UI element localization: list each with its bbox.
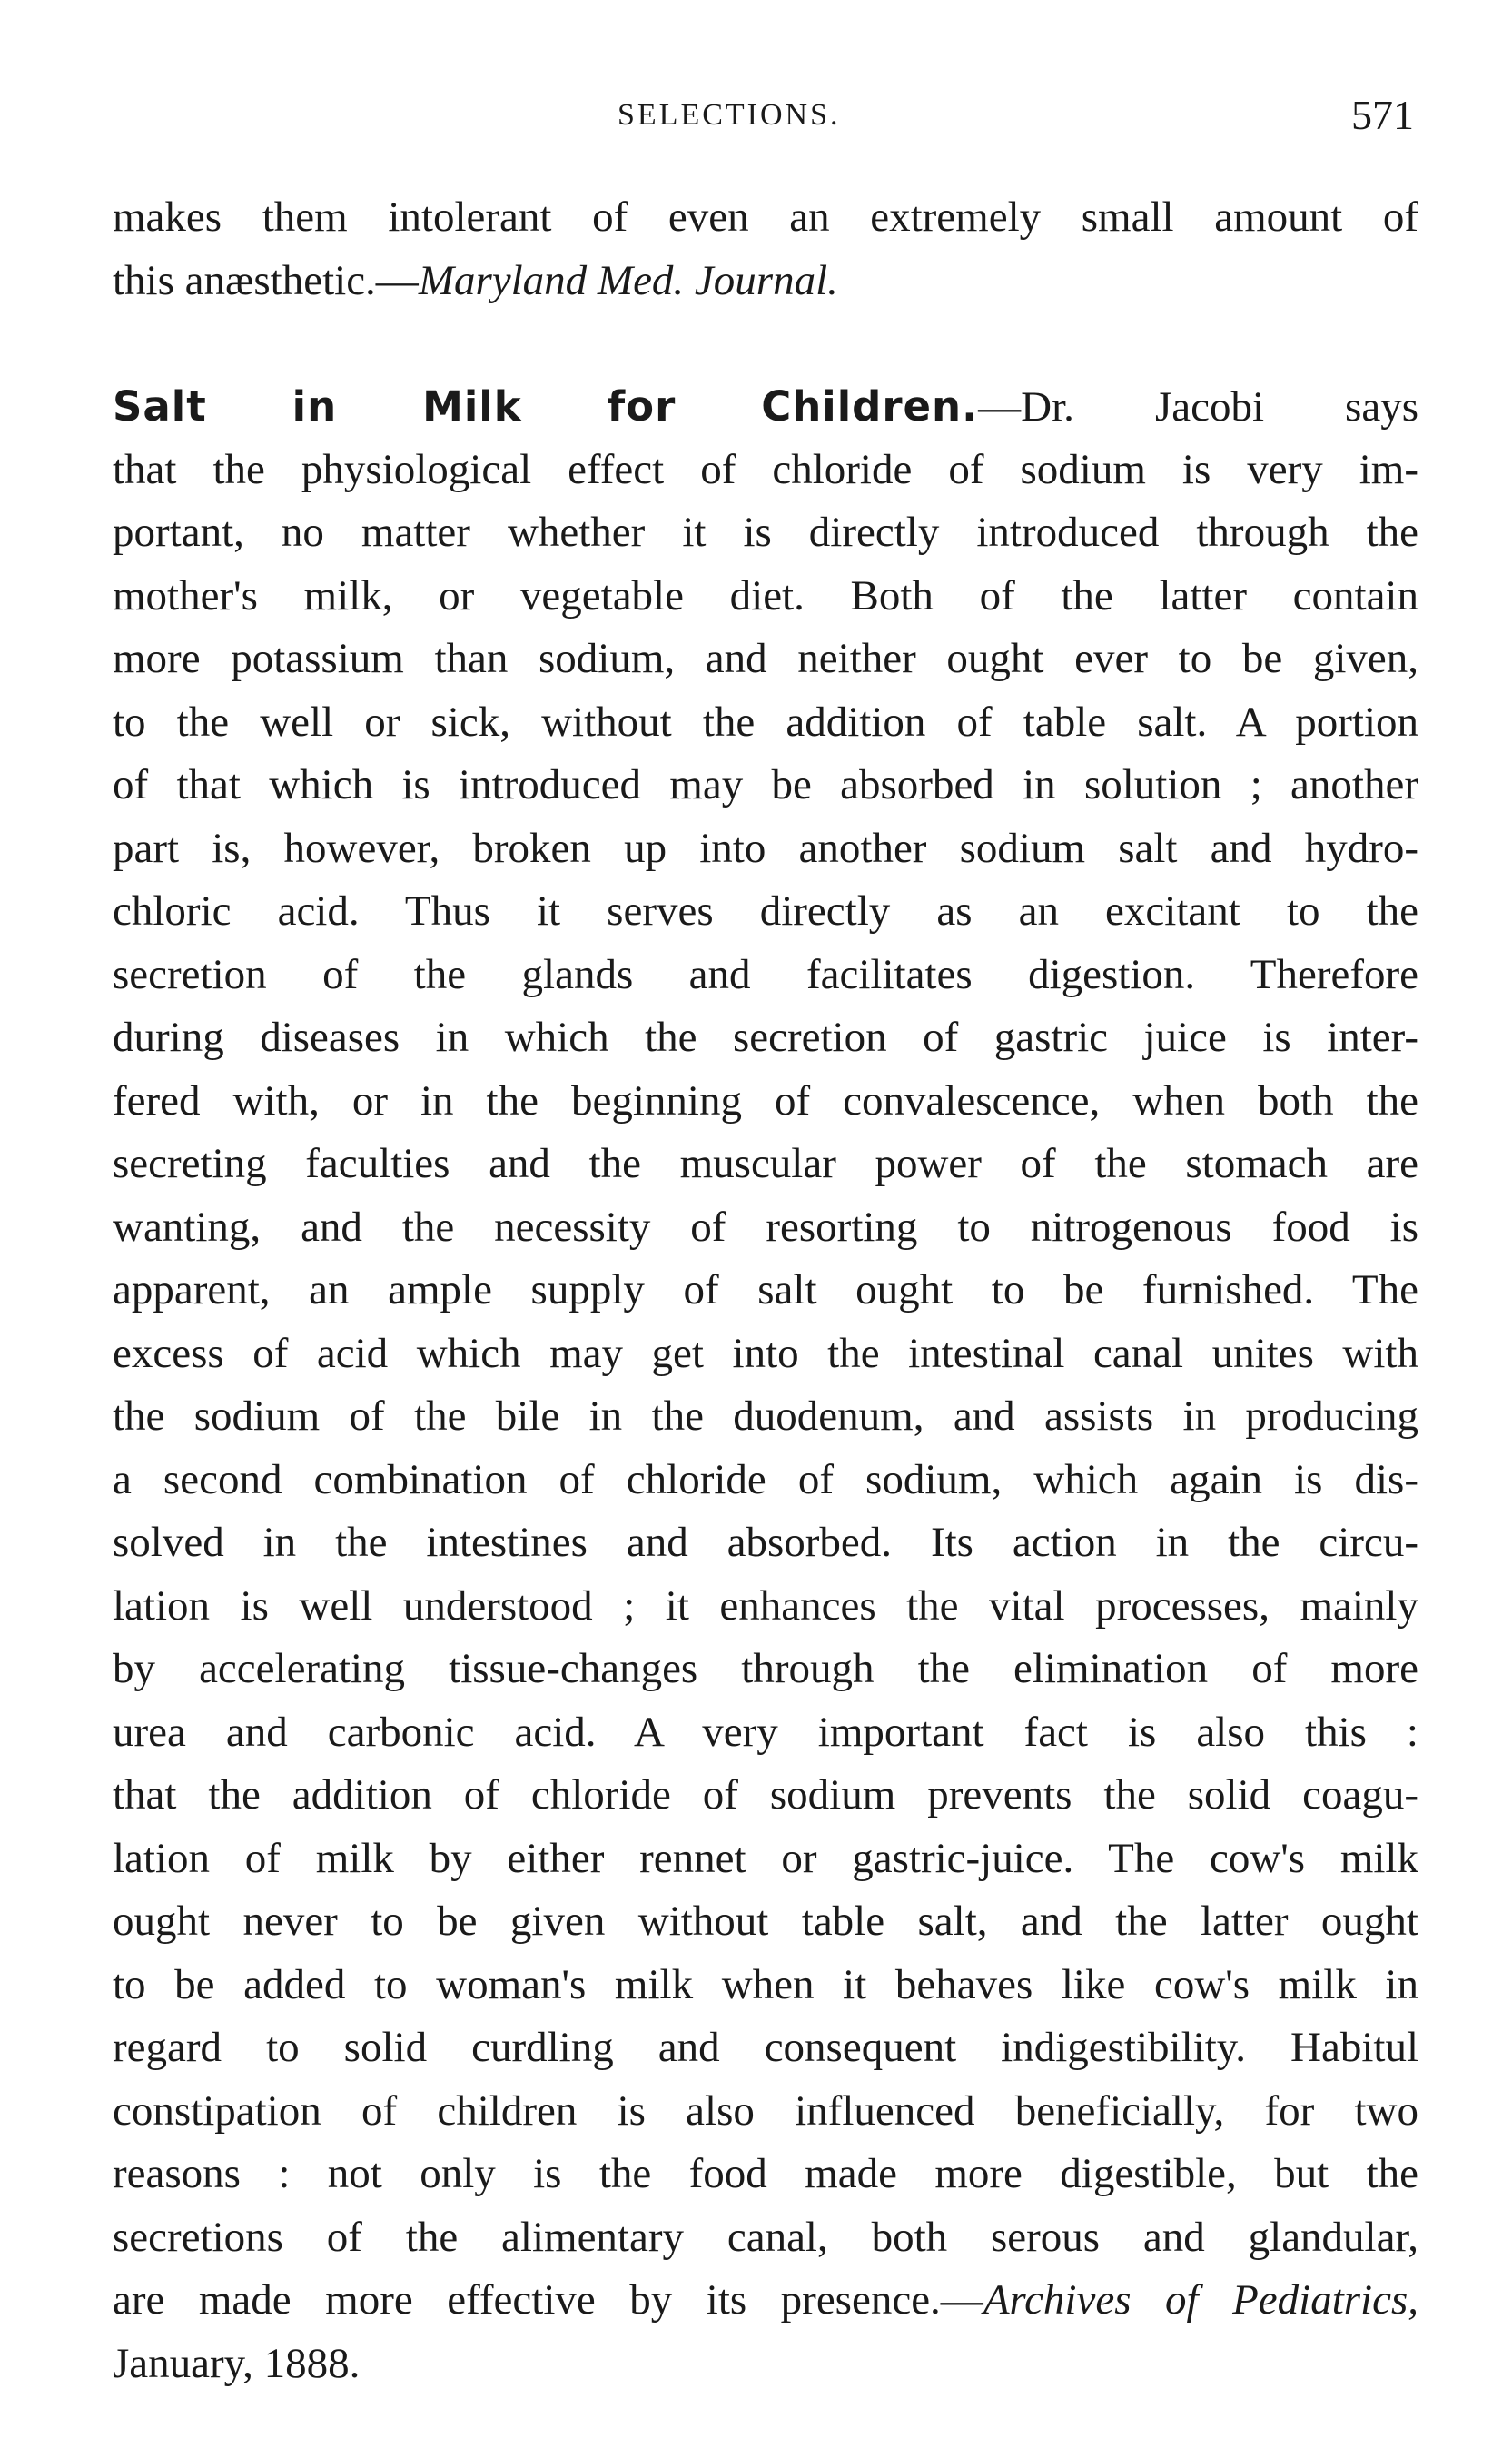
text-line: secretions of the alimentary canal, both serous and glandular, bbox=[113, 2213, 1418, 2261]
text-line: more potassium than sodium, and neither ought ever to be given, bbox=[113, 635, 1418, 682]
text-line: urea and carbonic acid. A very important fact is also this : bbox=[113, 1708, 1418, 1756]
text-line: apparent, an ample supply of salt ought to be furnished. The bbox=[113, 1266, 1418, 1313]
text-line: that the addition of chloride of sodium prevents the solid coagu- bbox=[113, 1771, 1418, 1819]
text-line: reasons : not only is the food made more digestible, but the bbox=[113, 2150, 1418, 2197]
text-line: chloric acid. Thus it serves directly as an excitant to the bbox=[113, 887, 1418, 935]
source-citation: Archives of Pediatrics, bbox=[983, 2276, 1419, 2324]
text-line: secreting faculties and the muscular power of the stomach are bbox=[113, 1140, 1418, 1187]
text-line: secretion of the glands and facilitates digestion. Therefore bbox=[113, 950, 1418, 998]
text-line: lation of milk by either rennet or gastric-juice. The cow's milk bbox=[113, 1834, 1418, 1882]
text-line: part is, however, broken up into another sodium salt and hydro- bbox=[113, 824, 1418, 872]
text-line: wanting, and the necessity of resorting to nitrogenous food is bbox=[113, 1203, 1418, 1251]
text-line: the sodium of the bile in the duodenum, and assists in producing bbox=[113, 1392, 1418, 1440]
text-line: a second combination of chloride of sodium, which again is dis- bbox=[113, 1455, 1418, 1503]
text-line: constipation of children is also influenced beneficially, for two bbox=[113, 2086, 1418, 2135]
carryover-paragraph bbox=[113, 186, 1418, 312]
text-line: lation is well understood ; it enhances the vital processes, mainly bbox=[113, 1581, 1418, 1630]
text-line: makes them intolerant of even an extremely small amount of bbox=[113, 193, 1418, 241]
author-intro: —Dr. Jacobi says bbox=[978, 383, 1418, 431]
citation-lead: this anæsthetic.— bbox=[113, 256, 419, 304]
text-line: portant, no matter whether it is directly introduced through the bbox=[113, 509, 1418, 556]
text-line: regard to solid curdling and consequent indigestibility. Habitul bbox=[113, 2024, 1418, 2071]
text-line bbox=[113, 250, 1418, 313]
text-line: mother's milk, or vegetable diet. Both of the latter contain bbox=[113, 571, 1418, 619]
citation-date: January, 1888. bbox=[113, 2339, 361, 2387]
closing-text: are made more effective by its presence.— bbox=[113, 2276, 983, 2324]
article-heading: Salt in Milk for Children. bbox=[113, 382, 979, 431]
text-line: during diseases in which the secretion of gastric juice is inter- bbox=[113, 1014, 1418, 1061]
article-heading-line bbox=[113, 375, 1418, 439]
text-line: ought never to be given without table salt, and the latter ought bbox=[113, 1898, 1418, 1945]
text-line: solved in the intestines and absorbed. Its action in the circu- bbox=[113, 1519, 1418, 1566]
text-line: that the physiological effect of chloride of sodium is very im- bbox=[113, 445, 1418, 493]
text-line: to be added to woman's milk when it behaves like cow's milk in bbox=[113, 1960, 1418, 2008]
article-paragraph bbox=[113, 375, 1418, 2395]
closing-citation-line bbox=[113, 2269, 1418, 2333]
text-line: by accelerating tissue-changes through the elimination of more bbox=[113, 1645, 1418, 1692]
source-citation: Maryland Med. Journal. bbox=[418, 256, 838, 304]
text-line: excess of acid which may get into the intestinal canal unites with bbox=[113, 1329, 1418, 1377]
running-head bbox=[0, 91, 1512, 145]
text-line: of that which is introduced may be absorbed in solution ; another bbox=[113, 761, 1418, 808]
text-line: fered with, or in the beginning of convalescence, when both the bbox=[113, 1076, 1418, 1125]
page-number: 571 bbox=[1351, 92, 1414, 138]
text-line: to the well or sick, without the addition of table salt. A portion bbox=[113, 698, 1418, 746]
running-title: SELECTIONS. bbox=[618, 98, 841, 132]
